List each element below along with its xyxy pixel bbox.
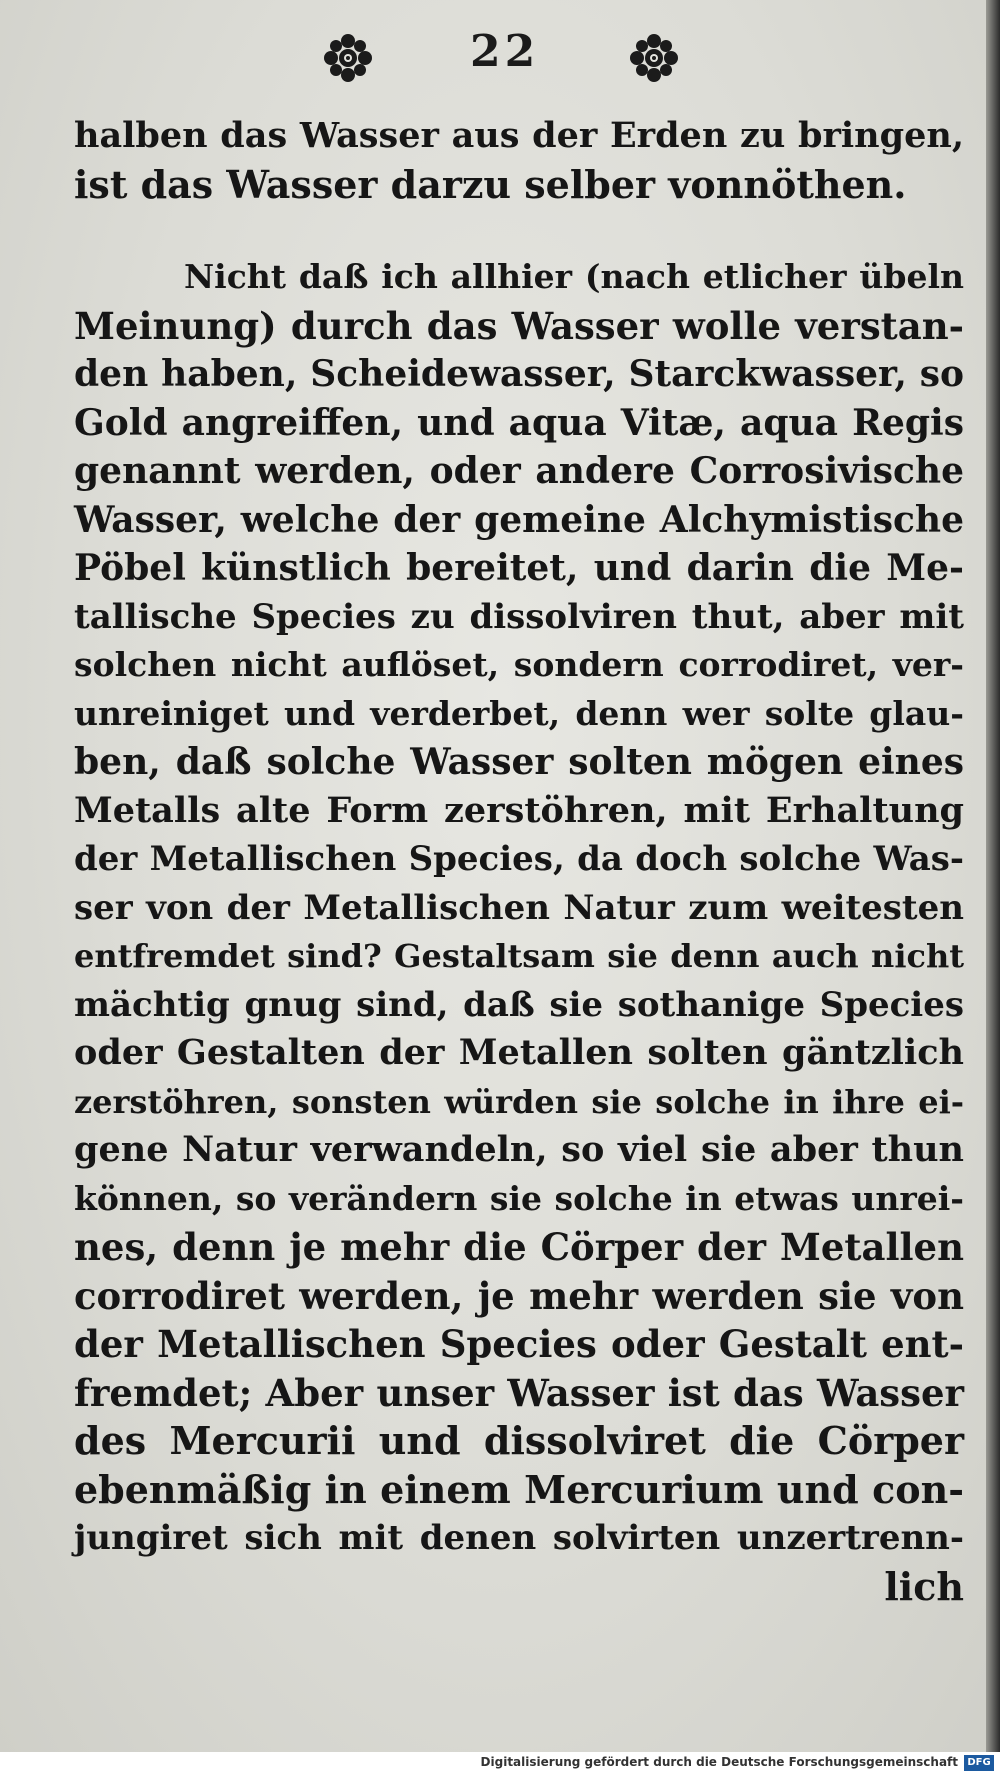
text-line: der Metallischen Species oder Gestalt ent- [74,1322,964,1366]
text-line: jungiret sich mit denen solvirten unzertrenn- [74,1518,964,1558]
text-line: mächtig gnug sind, daß sie sothanige Species [74,984,964,1025]
text-line: zerstöhren, sonsten würden sie solche in ihre ei- [74,1082,964,1121]
text-line: fremdet; Aber unser Wasser ist das Wasser [74,1370,964,1415]
text-line: ebenmäßig in einem Mercurium und con- [74,1466,964,1512]
text-line: Metalls alte Form zerstöhren, mit Erhaltung [74,789,964,831]
text-line: ben, daß solche Wasser solten mögen eines [74,741,964,783]
text-line: des Mercurii und dissolviret die Cörper [74,1418,964,1463]
text-line: nes, denn je mehr die Cörper der Metallen [74,1225,964,1269]
text-line: gene Natur verwandeln, so viel sie aber thun [74,1129,964,1170]
text-line: Meinung) durch das Wasser wolle verstan- [74,303,964,348]
text-line: oder Gestalten der Metallen solten gäntzlich [74,1032,964,1073]
rosette-ornament-icon [628,32,680,84]
text-line: genannt werden, oder andere Corrosivische [74,450,964,492]
text-line: Nicht daß ich allhier (nach etlicher übeln [184,257,964,296]
text-line: ist das Wasser darzu selber vonnöthen. [74,161,907,207]
funding-credit: Digitalisierung gefördert durch die Deutsche Forschungsgemeinschaft [480,1755,958,1769]
body-text [74,112,964,1611]
text-line: solchen nicht auflöset, sondern corrodiret, ver- [74,645,964,684]
text-line: können, so verändern sie solche in etwas unrei- [74,1178,964,1218]
rosette-ornament-icon [322,32,374,84]
text-line: Gold angreiffen, und aqua Vitæ, aqua Regis [74,401,964,444]
text-line: unreiniget und verderbet, denn wer solte glau- [74,693,964,733]
page-number: 22 [470,26,540,77]
text-line: entfremdet sind? Gestaltsam sie denn auch nicht [74,937,964,975]
catchword: lich [884,1563,964,1609]
dfg-logo: DFG [964,1755,994,1771]
text-line: halben das Wasser aus der Erden zu bringen, [74,115,964,156]
text-line: den haben, Scheidewasser, Starckwasser, so [74,353,964,395]
digitization-footer [0,1752,1000,1774]
text-line: der Metallischen Species, da doch solche Was- [74,839,964,879]
text-line: corrodiret werden, je mehr werden sie von [74,1273,964,1318]
scan-edge-shadow [986,0,1000,1752]
page-header [0,22,1000,92]
text-line: Wasser, welche der gemeine Alchymistische [74,498,964,541]
text-line: ser von der Metallischen Natur zum weitesten [74,887,964,928]
text-line: Pöbel künstlich bereitet, und darin die Me- [74,547,964,589]
text-line: tallische Species zu dissolviren thut, aber mit [74,596,964,637]
